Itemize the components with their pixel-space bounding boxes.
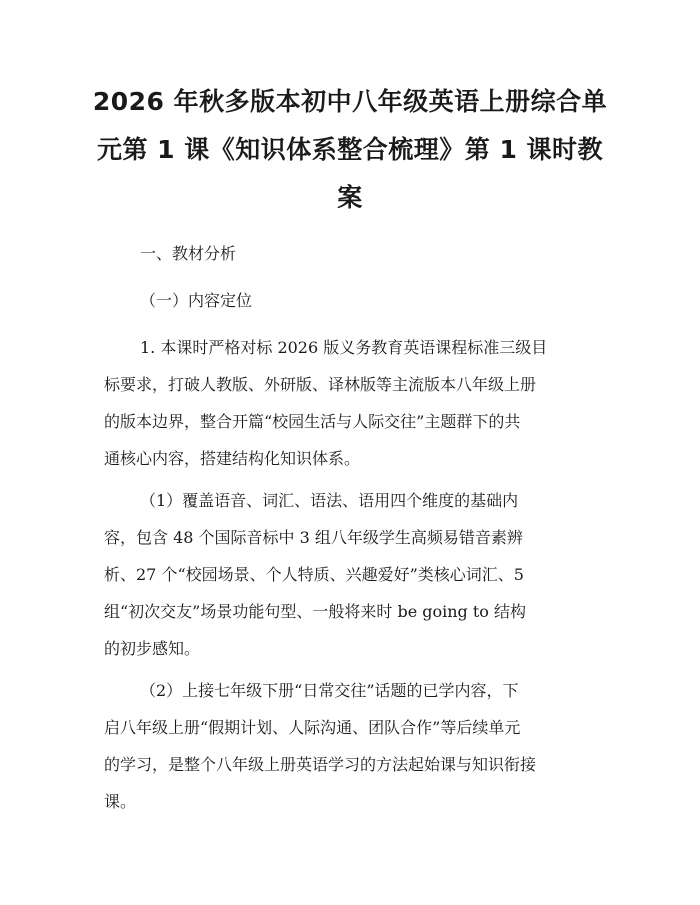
paragraph-line: 组“初次交友”场景功能句型、一般将来时 be going to 结构 — [104, 602, 527, 621]
paragraph-line: 标要求，打破人教版、外研版、译林版等主流版本八年级上册 — [104, 375, 537, 394]
paragraph-line: 的版本边界，整合开篇“校园生活与人际交往”主题群下的共 — [104, 412, 521, 431]
title-line: 2026 年秋多版本初中八年级英语上册综合单 — [92, 87, 608, 116]
subsection-heading: （一）内容定位 — [140, 291, 253, 310]
paragraph-line: （1）覆盖语音、词汇、语法、语用四个维度的基础内 — [140, 491, 519, 510]
paragraph-line: 1. 本课时严格对标 2026 版义务教育英语课程标准三级目 — [140, 338, 548, 357]
paragraph-connection — [104, 672, 604, 820]
title-line: 元第 1 课《知识体系整合梳理》第 1 课时教 — [96, 135, 604, 164]
paragraph-line: 通核心内容，搭建结构化知识体系。 — [104, 449, 361, 468]
paragraph-line: 的初步感知。 — [104, 639, 201, 658]
paragraph-line: 课。 — [104, 792, 137, 811]
section-heading: 一、教材分析 — [140, 244, 237, 263]
paragraph-content-positioning — [104, 329, 604, 477]
paragraph-coverage — [104, 482, 604, 667]
document-title — [80, 78, 620, 222]
paragraph-line: 析、27 个“校园场景、个人特质、兴趣爱好”类核心词汇、5 — [104, 565, 524, 584]
paragraph-line: 的学习，是整个八年级上册英语学习的方法起始课与知识衔接 — [104, 755, 537, 774]
paragraph-line: 容，包含 48 个国际音标中 3 组八年级学生高频易错音素辨 — [104, 528, 523, 547]
paragraph-line: 启八年级上册“假期计划、人际沟通、团队合作”等后续单元 — [104, 718, 521, 737]
paragraph-line: （2）上接七年级下册“日常交往”话题的已学内容，下 — [140, 681, 519, 700]
title-line: 案 — [337, 183, 363, 212]
